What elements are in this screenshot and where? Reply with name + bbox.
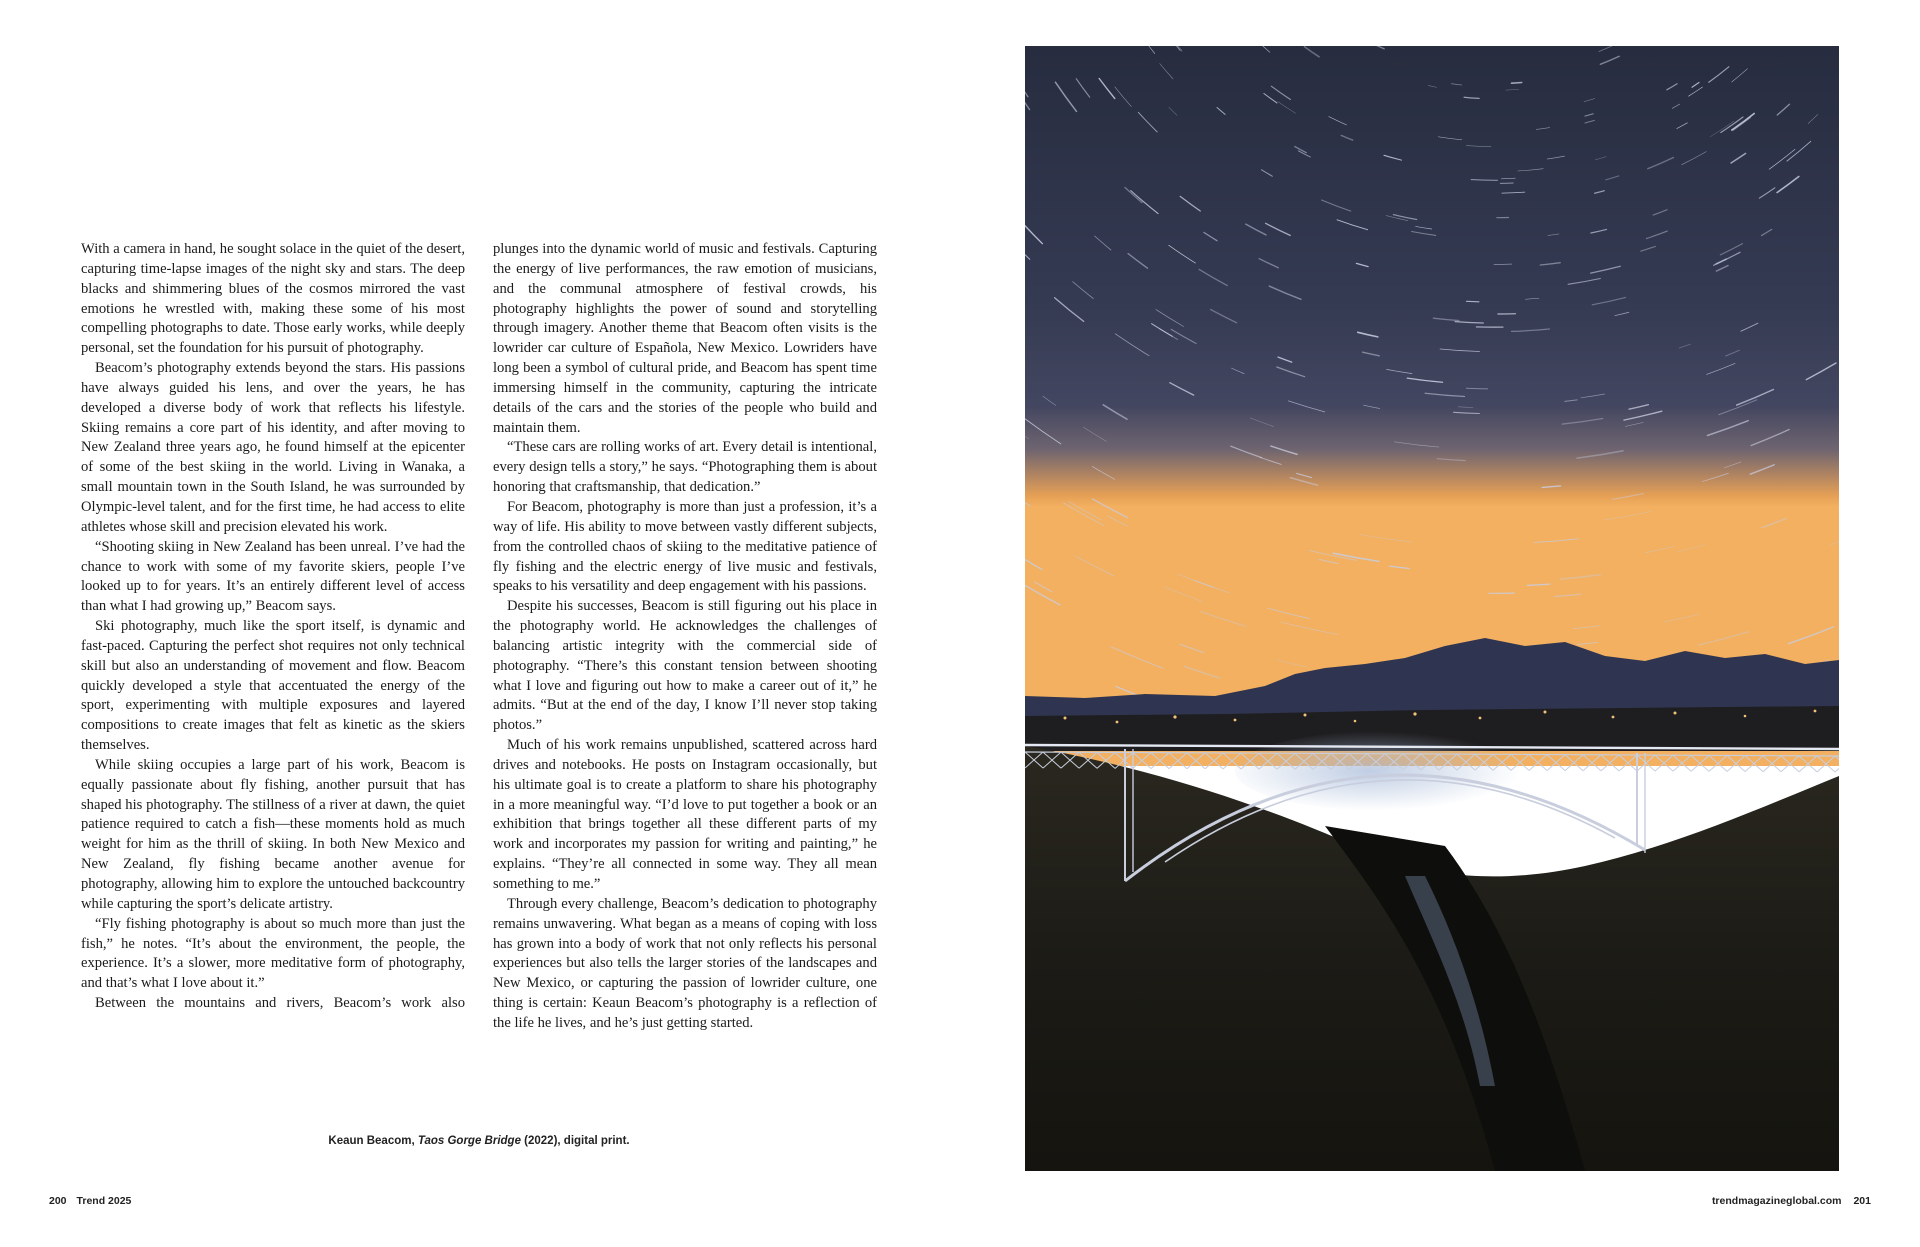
website-url: trendmagazineglobal.com [1711,1195,1842,1207]
photo-caption [81,1135,877,1147]
article-column-right [493,240,877,1034]
page-number-right: 201 [1853,1195,1871,1207]
caption-title: Taos Gorge Bridge [417,1135,521,1147]
taos-gorge-bridge-photo [1025,46,1839,1171]
footer-right [1712,1195,1871,1207]
paragraph: “These cars are rolling works of art. Every detail is intentional, every design tells a story,” he says. “Photographing them is about honoring that craftsmanship, that dedication.” [493,439,877,496]
paragraph: plunges into the dynamic world of music and festivals. Capturing the energy of live performances, the raw emotion of musicians, and the communal atmosphere of festival crowds, his photography highlights the power of sound and storytelling through imagery. Another theme that Beacom often visits is the lowrider car culture of Española, New Mexico. Lowriders have long been a symbol of cultural pride, and Beacom has spent time immersing himself in the community, capturing the intricate details of the cars and the stories of the people who build and maintain them. [493,241,877,436]
paragraph: “Shooting skiing in New Zealand has been unreal. I’ve had the chance to work with some of my favorite skiers, people I’ve looked up to for years. It’s an entirely different level of access than what I had growing up,” Beacom says. [81,538,465,615]
paragraph: While skiing occupies a large part of his work, Beacom is equally passionate about fly fishing, another pursuit that has shaped his photography. The stillness of a river at dawn, the quiet patience required to catch a fish—these moments hold as much weight for him as the thrill of skiing. In both New Mexico and New Zealand, fly fishing became another avenue for photography, allowing him to explore the untouched backcountry while capturing the sport’s delicate artistry. [81,756,465,912]
magazine-issue: Trend 2025 [76,1195,132,1207]
paragraph: Despite his successes, Beacom is still figuring out his place in the photography world. He acknowledges the challenges of balancing artistic integrity with the commercial side of photography. “There’s this constant tension between shooting what I love and figuring out how to make a career out of it,” he admits. “But at the end of the day, I know I’ll never stop taking photos.” [493,598,877,734]
footer-left [49,1195,131,1207]
paragraph: “Fly fishing photography is about so much more than just the fish,” he notes. “It’s about the environment, the people, the experience. It’s a slower, more meditative form of photography, and that’s what I love about it.” [81,915,465,992]
caption-details: (2022), digital print. [520,1135,630,1147]
paragraph: With a camera in hand, he sought solace in the quiet of the desert, capturing time-lapse images of the night sky and stars. The deep blacks and shimmering blues of the cosmos mirrored the vast emotions he wrestled with, making these some of his most compelling photographs to date. Those early works, while deeply personal, set the foundation for his pursuit of photography. [81,241,465,357]
paragraph: For Beacom, photography is more than just a profession, it’s a way of life. His ability to move between vastly different subjects, from the controlled chaos of skiing to the meditative patience of fly fishing and the electric energy of live music and festivals, speaks to his versatility and deep engagement with his passions. [493,498,877,595]
paragraph: Through every challenge, Beacom’s dedication to photography remains unwavering. What began as a means of coping with loss has grown into a body of work that not only reflects his personal experiences but also tells the larger stories of the landscapes and New Mexico, or capturing the passion of lowrider culture, one thing is certain: Keaun Beacom’s photography is a reflection of the life he lives, and he’s just getting started. [493,895,877,1031]
page-number-left: 200 [49,1195,67,1207]
article-column-left [81,240,465,1014]
paragraph: Beacom’s photography extends beyond the stars. His passions have always guided his lens, and over the years, he has developed a diverse body of work that reflects his lifestyle. Skiing remains a core part of his identity, and after moving to New Zealand three years ago, he found himself at the epicenter of some of the best skiing in the world. Living in Wanaka, a small mountain town in the South Island, he was surrounded by Olympic-level talent, and for the first time, he had access to elite athletes whose skill and precision elevated his work. [81,360,465,535]
paragraph: Ski photography, much like the sport itself, is dynamic and fast-paced. Capturing the perfect shot requires not only technical skill but also an understanding of movement and flow. Beacom quickly developed a style that accentuated the energy of the sport, experimenting with multiple exposures and layered compositions to create images that felt as kinetic as the skiers themselves. [81,618,465,754]
paragraph: Between the mountains and rivers, Beacom’s work also [95,995,465,1012]
paragraph: Much of his work remains unpublished, scattered across hard drives and notebooks. He posts on Instagram occasionally, but his ultimate goal is to create a platform to share his photography in a more meaningful way. “I’d love to put together a book or an exhibition that brings together all these different parts of my work and incorporates my passion for writing and painting,” he explains. “They’re all connected in some way. They all mean something to me.” [493,737,877,892]
caption-artist: Keaun Beacom, [328,1135,418,1147]
